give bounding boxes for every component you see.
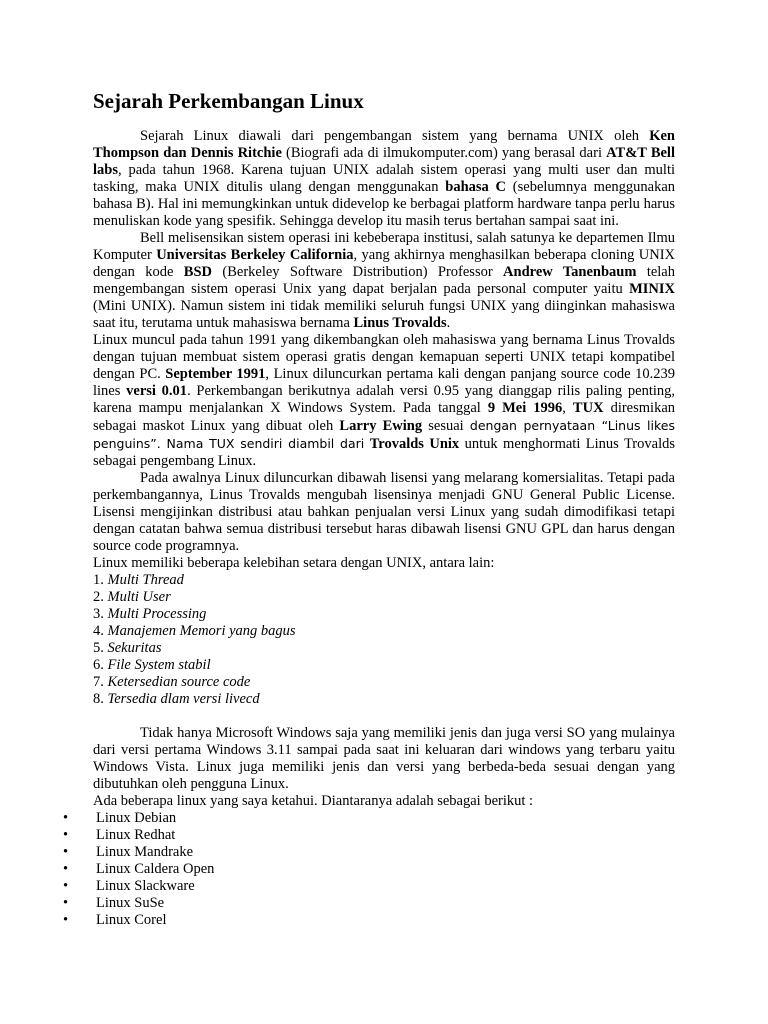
- list-item: [63, 878, 675, 895]
- text-run: Sejarah Linux diawali dari pengembangan sistem yang bernama UNIX oleh: [140, 128, 650, 144]
- text-run: telah mengembangan sistem operasi Unix yang dapat berjalan pada personal computer yaitu: [93, 264, 675, 297]
- item-text: Linux Caldera Open: [96, 861, 215, 877]
- item-text: Ketersedian source code: [107, 674, 251, 690]
- item-number: 8.: [93, 691, 108, 707]
- item-number: 4.: [93, 623, 108, 639]
- text-run: Bell melisensikan sistem operasi ini kebeberapa institusi, salah satunya ke departemen Ilmu Komputer: [93, 230, 675, 263]
- list-item: [63, 844, 675, 861]
- text-run: , yang akhirnya menghasilkan beberapa cloning UNIX dengan kode: [93, 247, 676, 280]
- bullet-icon: •: [63, 878, 69, 894]
- item-number: 6.: [93, 657, 108, 673]
- item-text: Manajemen Memori yang bagus: [107, 623, 296, 639]
- item-number: 2.: [93, 589, 108, 605]
- list-item: [93, 640, 675, 657]
- item-text: Multi User: [107, 589, 171, 605]
- paragraph-windows-versions: Tidak hanya Microsoft Windows saja yang memiliki jenis dan juga versi SO yang mulainya dari versi pertama Windows 3.11 sampai pada saat ini keluaran dari windows yang terbaru yaitu Windows Vista. Linux juga memiliki jenis dan versi yang berbeda-beda sesuai dengan yang dibutuhkan oleh pengguna Linux.: [93, 725, 675, 792]
- paragraph-features-intro: Linux memiliki beberapa kelebihan setara dengan UNIX, antara lain:: [93, 555, 495, 571]
- item-number: 5.: [93, 640, 108, 656]
- bullet-icon: •: [63, 912, 69, 928]
- list-item: [93, 674, 675, 691]
- list-item: [63, 912, 675, 929]
- text-run: sesuai: [422, 418, 470, 434]
- document-body: [63, 88, 676, 929]
- bold-run: AT&T Bell labs: [93, 145, 675, 178]
- list-item: [63, 827, 675, 844]
- list-item: [63, 810, 675, 827]
- text-run: Linux muncul pada tahun 1991 yang dikembangkan oleh mahasiswa yang bernama Linus Trovalds dengan tujuan membuat sistem operasi gratis dengan kemapuan seperti UNIX tetapi kompatibel dengan PC.: [93, 332, 675, 382]
- list-item: [93, 691, 675, 708]
- features-list: [93, 572, 675, 708]
- text-run: (sebelumnya menggunakan bahasa B). Hal ini memungkinkan untuk didevelop ke berbagai platform hardware tanpa perlu harus menuliskan kode yang spesifik. Sehingga develop itu masih terus bertahan sampai saat ini.: [93, 179, 675, 229]
- bold-run: Universitas Berkeley California: [156, 247, 354, 263]
- item-text: Linux Corel: [96, 912, 167, 928]
- bold-run: Larry Ewing: [339, 418, 423, 434]
- list-item: [93, 572, 675, 589]
- text-run: untuk menghormati Linus Trovalds sebagai pengembang Linux.: [93, 436, 675, 469]
- text-run: (Berkeley Software Distribution) Professor: [212, 264, 504, 280]
- item-text: File System stabil: [107, 657, 211, 673]
- item-number: 3.: [93, 606, 108, 622]
- bold-run: Linus Trovalds: [353, 315, 447, 331]
- item-text: Linux Mandrake: [96, 844, 194, 860]
- paragraph-bsd-minix: [93, 230, 675, 332]
- item-text: Linux Slackware: [96, 878, 195, 894]
- list-item: [93, 606, 675, 623]
- text-run: ,: [562, 400, 573, 416]
- bold-run: Trovalds Unix: [369, 436, 460, 452]
- bold-run: BSD: [183, 264, 213, 280]
- list-item: [93, 623, 675, 640]
- item-text: Multi Thread: [107, 572, 184, 588]
- item-text: Multi Processing: [107, 606, 207, 622]
- paragraph-distros-intro: Ada beberapa linux yang saya ketahui. Diantaranya adalah sebagai berikut :: [93, 793, 534, 809]
- text-run: .: [446, 315, 451, 331]
- bold-run: MINIX: [629, 281, 675, 297]
- list-item: [63, 895, 675, 912]
- item-text: Linux Debian: [96, 810, 177, 826]
- sans-text-run: dengan pernyataan “Linus likes penguins”. Nama TUX sendiri diambil dari: [93, 418, 675, 451]
- bullet-icon: •: [63, 861, 69, 877]
- item-text: Linux Redhat: [96, 827, 176, 843]
- bullet-icon: •: [63, 844, 69, 860]
- bold-run: September 1991: [165, 366, 266, 382]
- bold-run: 9 Mei 1996: [487, 400, 563, 416]
- blank-line: [93, 708, 675, 725]
- list-item: [93, 589, 675, 606]
- bold-run: versi 0.01: [126, 383, 188, 399]
- text-run: , Linux diluncurkan pertama kali dengan panjang source code 10.239 lines: [93, 366, 675, 399]
- bullet-icon: •: [63, 810, 69, 826]
- bullet-icon: •: [63, 895, 69, 911]
- bold-run: Andrew Tanenbaum: [503, 264, 637, 280]
- text-run: (Mini UNIX). Namun sistem ini tidak memiliki seluruh fungsi UNIX yang diinginkan mahasiswa saat itu, terutama untuk mahasiswa bernama: [93, 298, 675, 331]
- item-text: Tersedia dlam versi livecd: [107, 691, 260, 707]
- text-run: diresmikan sebagai maskot Linux yang dibuat oleh: [93, 400, 676, 434]
- text-run: . Perkembangan berikutnya adalah versi 0.95 yang dianggap rilis paling penting, karena mampu menjalankan X Windows System. Pada tanggal: [93, 383, 675, 416]
- bold-run: Ken Thompson dan Dennis Ritchie: [93, 128, 675, 161]
- paragraph-linux-birth: [93, 332, 675, 470]
- item-number: 7.: [93, 674, 108, 690]
- paragraph-license: Pada awalnya Linux diluncurkan dibawah lisensi yang melarang komersialitas. Tetapi pada perkembangannya, Linus Trovalds mengubah lisensinya menjadi GNU General Public License. Lisensi mengijinkan distribusi atau bahkan penjualan versi Linux yang sudah dimodifikasi tetapi dengan catatan bahwa semua distribusi tersebut haras dibawah lisensi GNU GPL dan harus dengan source code programnya.: [93, 470, 675, 554]
- distros-list: [63, 810, 675, 929]
- text-run: (Biografi ada di ilmukomputer.com) yang berasal dari: [281, 145, 607, 161]
- item-number: 1.: [93, 572, 108, 588]
- item-text: Sekuritas: [107, 640, 162, 656]
- paragraph-unix-origin: [93, 128, 675, 230]
- item-text: Linux SuSe: [96, 895, 165, 911]
- page-title: Sejarah Perkembangan Linux: [93, 89, 364, 113]
- bold-run: TUX: [572, 400, 604, 416]
- list-item: [93, 657, 675, 674]
- bullet-icon: •: [63, 827, 69, 843]
- list-item: [63, 861, 675, 878]
- bold-run: bahasa C: [445, 179, 507, 195]
- text-run: , pada tahun 1968. Karena tujuan UNIX adalah sistem operasi yang multi user dan multi tasking, maka UNIX ditulis ulang dengan menggunakan: [93, 162, 675, 195]
